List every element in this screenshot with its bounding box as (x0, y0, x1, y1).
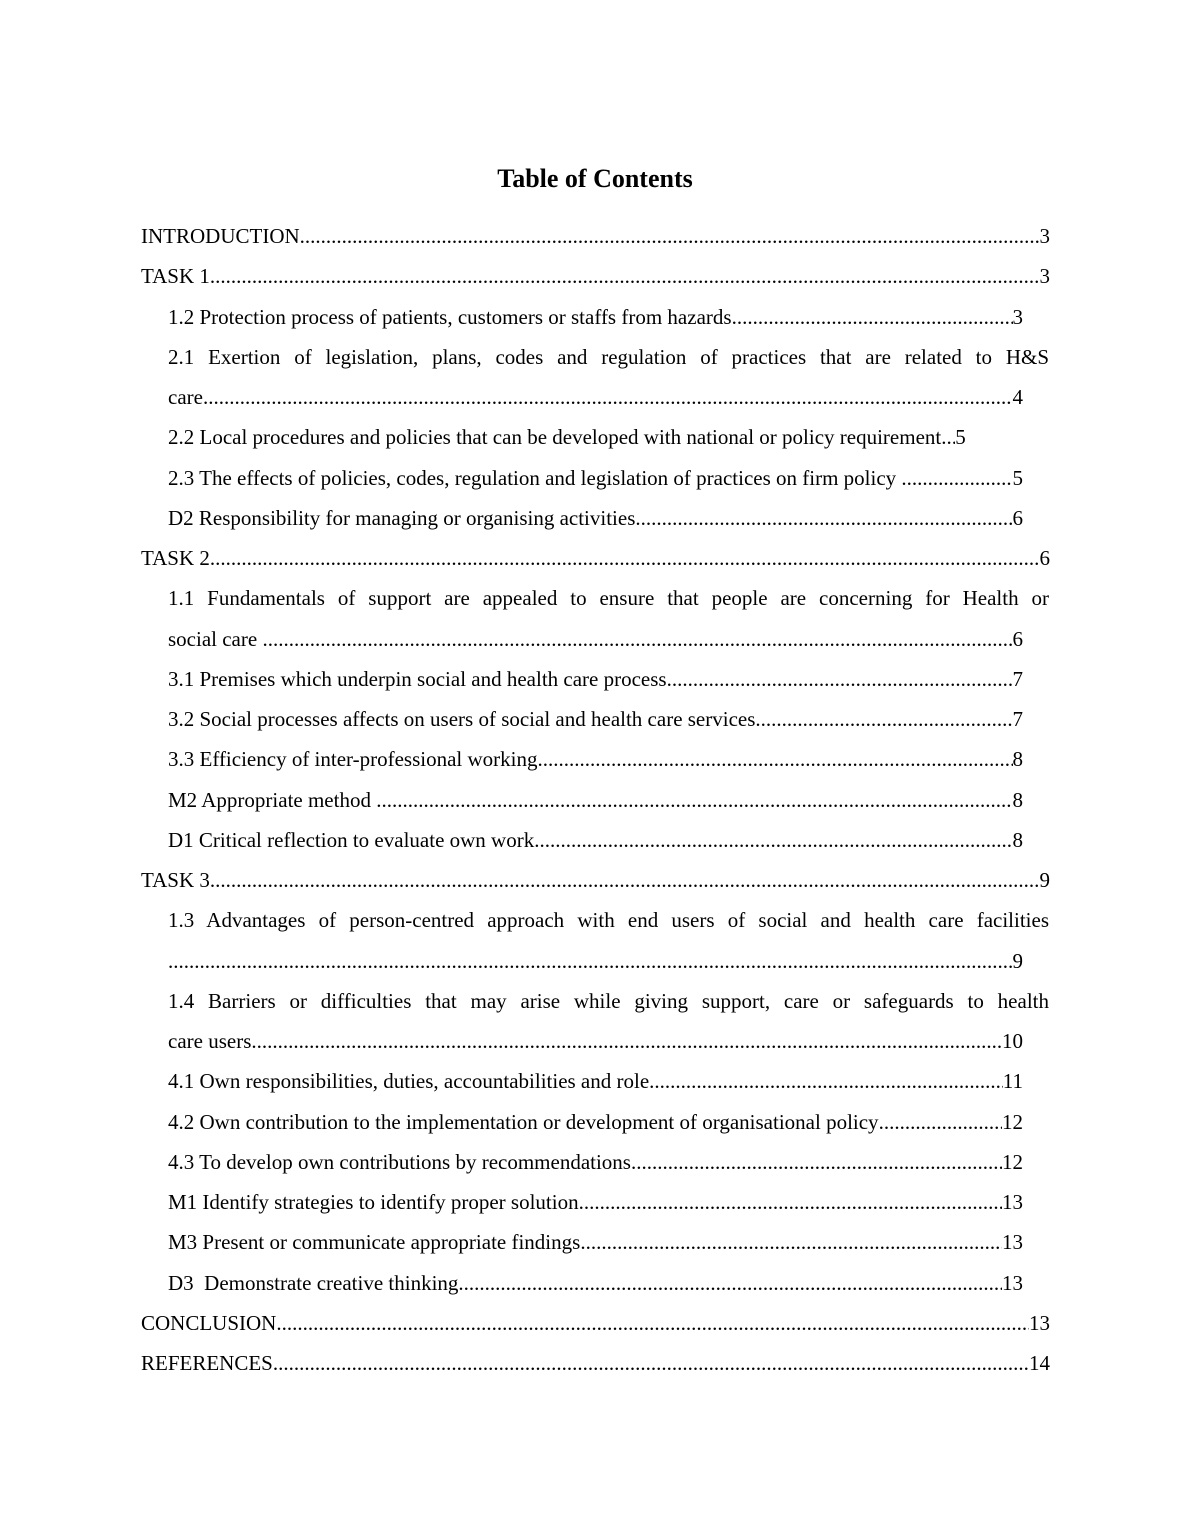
toc-entry-m1[interactable] (0, 1182, 1190, 1222)
toc-entry-label: 4.1 Own responsibilities, duties, accountabilities and role (168, 1069, 650, 1094)
dot-leader (901, 458, 1012, 498)
toc-entry-1-3[interactable] (0, 900, 1190, 940)
toc-entry-page: 7 (1012, 666, 1023, 691)
toc-entry-label-line1: 2.1 Exertion of legislation, plans, codes and regulation of practices that are related to H&S (168, 344, 1049, 369)
toc-entry-label: D1 Critical reflection to evaluate own work (168, 827, 535, 852)
toc-entry-page: 4 (1012, 385, 1023, 409)
dot-leader (534, 820, 1012, 860)
dot-leader (458, 1263, 1002, 1303)
dot-leader (580, 1222, 1002, 1262)
toc-entry-label-line2: care (168, 385, 203, 409)
dot-leader (300, 216, 1040, 256)
toc-entry-2-1-continued[interactable] (0, 377, 1190, 417)
dot-leader (879, 1102, 1002, 1142)
toc-entry-page: 3 (1039, 264, 1050, 289)
toc-entry-d2[interactable] (0, 498, 1190, 538)
toc-entry-label: 3.2 Social processes affects on users of social and health care services (168, 707, 756, 731)
toc-entry-conclusion[interactable] (0, 1303, 1190, 1343)
toc-entry-label: TASK 3 (141, 868, 210, 892)
toc-entry-label: D3 Demonstrate creative thinking (168, 1270, 459, 1295)
toc-entry-3-2[interactable] (0, 699, 1190, 739)
toc-entry-d3[interactable] (0, 1263, 1190, 1303)
dot-leader (732, 297, 1013, 337)
toc-entry-page: 12 (1002, 1149, 1023, 1174)
toc-entry-1-1-continued[interactable] (0, 619, 1190, 659)
toc-entry-page: 10 (1002, 1029, 1023, 1053)
toc-title: Table of Contents (497, 164, 693, 193)
toc-entry-m2[interactable] (0, 780, 1190, 820)
toc-entry-2-1[interactable] (0, 337, 1190, 377)
toc-entry-label: 2.3 The effects of policies, codes, regulation and legislation of practices on firm policy (168, 465, 902, 490)
toc-entry-label: TASK 1 (141, 264, 210, 289)
dot-leader (538, 739, 1013, 779)
dot-leader (649, 1061, 1003, 1101)
toc-entry-label: 3.1 Premises which underpin social and health care process (168, 666, 667, 691)
toc-entry-page: 7 (1012, 707, 1023, 731)
toc-entry-label: 2.2 Local procedures and policies that can be developed with national or policy requirement (168, 425, 942, 450)
dot-leader (262, 619, 1012, 659)
toc-entry-page: 12 (1002, 1109, 1023, 1134)
dot-leader (210, 256, 1040, 296)
toc-entry-page: 5 (1012, 465, 1023, 490)
toc-entry-label: M1 Identify strategies to identify proper solution (168, 1190, 579, 1214)
dot-leader (667, 659, 1013, 699)
dot-leader (941, 417, 955, 457)
toc-entry-page: 13 (1002, 1270, 1023, 1295)
toc-entry-page: 8 (1012, 747, 1023, 772)
toc-entry-page: 8 (1012, 827, 1023, 852)
toc-list (0, 216, 1190, 1383)
toc-entry-label: REFERENCES (141, 1351, 273, 1375)
toc-entry-4-3[interactable] (0, 1142, 1190, 1182)
toc-entry-page: 3 (1039, 224, 1050, 248)
toc-entry-page: 9 (1012, 948, 1023, 973)
toc-entry-page: 8 (1012, 787, 1023, 812)
dot-leader (635, 498, 1012, 538)
toc-entry-page: 13 (1029, 1310, 1050, 1335)
toc-entry-label: 1.2 Protection process of patients, customers or staffs from hazards (168, 304, 732, 329)
toc-entry-task-3[interactable] (0, 860, 1190, 900)
dot-leader (168, 941, 1013, 981)
dot-leader (210, 860, 1040, 900)
toc-entry-label: D2 Responsibility for managing or organising activities (168, 505, 636, 530)
toc-entry-1-3-continued[interactable] (0, 941, 1190, 981)
toc-entry-4-1[interactable] (0, 1061, 1190, 1101)
toc-entry-label: 4.3 To develop own contributions by recommendations (168, 1149, 631, 1174)
toc-entry-label-line2: care users (168, 1029, 252, 1053)
toc-entry-label-line1: 1.3 Advantages of person-centred approach with end users of social and health care facilities (168, 908, 1049, 933)
toc-entry-task-2[interactable] (0, 538, 1190, 578)
toc-entry-introduction[interactable] (0, 216, 1190, 256)
dot-leader (579, 1182, 1002, 1222)
toc-entry-task-1[interactable] (0, 256, 1190, 296)
dot-leader (203, 377, 1013, 417)
toc-entry-label-line1: 1.4 Barriers or difficulties that may arise while giving support, care or safeguards to health (168, 988, 1049, 1013)
toc-entry-1-4-continued[interactable] (0, 1021, 1190, 1061)
toc-entry-label: TASK 2 (141, 546, 210, 570)
dot-leader (276, 1303, 1029, 1343)
toc-entry-label: M2 Appropriate method (168, 787, 377, 812)
toc-entry-page: 11 (1002, 1069, 1023, 1094)
toc-entry-label: 3.3 Efficiency of inter-professional working (168, 747, 538, 772)
dot-leader (210, 538, 1040, 578)
toc-entry-1-4[interactable] (0, 981, 1190, 1021)
toc-entry-label: CONCLUSION (141, 1310, 277, 1335)
dot-leader (376, 780, 1012, 820)
toc-entry-label: 4.2 Own contribution to the implementation or development of organisational policy (168, 1109, 879, 1134)
toc-entry-3-3[interactable] (0, 739, 1190, 779)
toc-entry-page: 5 (955, 425, 966, 450)
toc-entry-page: 6 (1012, 505, 1023, 530)
toc-entry-page: 13 (1002, 1230, 1023, 1255)
toc-entry-page: 14 (1029, 1351, 1050, 1375)
toc-entry-page: 6 (1039, 546, 1050, 570)
toc-entry-2-3[interactable] (0, 458, 1190, 498)
dot-leader (273, 1343, 1029, 1383)
toc-entry-label: M3 Present or communicate appropriate findings (168, 1230, 581, 1255)
toc-entry-3-1[interactable] (0, 659, 1190, 699)
toc-entry-page: 3 (1012, 304, 1023, 329)
dot-leader (631, 1142, 1002, 1182)
toc-entry-d1[interactable] (0, 820, 1190, 860)
toc-entry-2-2[interactable] (0, 417, 1190, 457)
toc-entry-page: 6 (1012, 626, 1023, 651)
toc-entry-page: 13 (1002, 1190, 1023, 1214)
dot-leader (755, 699, 1012, 739)
dot-leader (251, 1021, 1002, 1061)
toc-entry-1-2[interactable] (0, 297, 1190, 337)
toc-entry-references[interactable] (0, 1343, 1190, 1383)
toc-entry-4-2[interactable] (0, 1102, 1190, 1142)
toc-entry-label: INTRODUCTION (141, 224, 300, 248)
toc-entry-label-line2: social care (168, 626, 263, 651)
toc-entry-label-line1: 1.1 Fundamentals of support are appealed to ensure that people are concerning for Health or (168, 586, 1049, 611)
toc-entry-m3[interactable] (0, 1222, 1190, 1262)
toc-entry-1-1[interactable] (0, 578, 1190, 618)
toc-entry-page: 9 (1039, 868, 1050, 892)
